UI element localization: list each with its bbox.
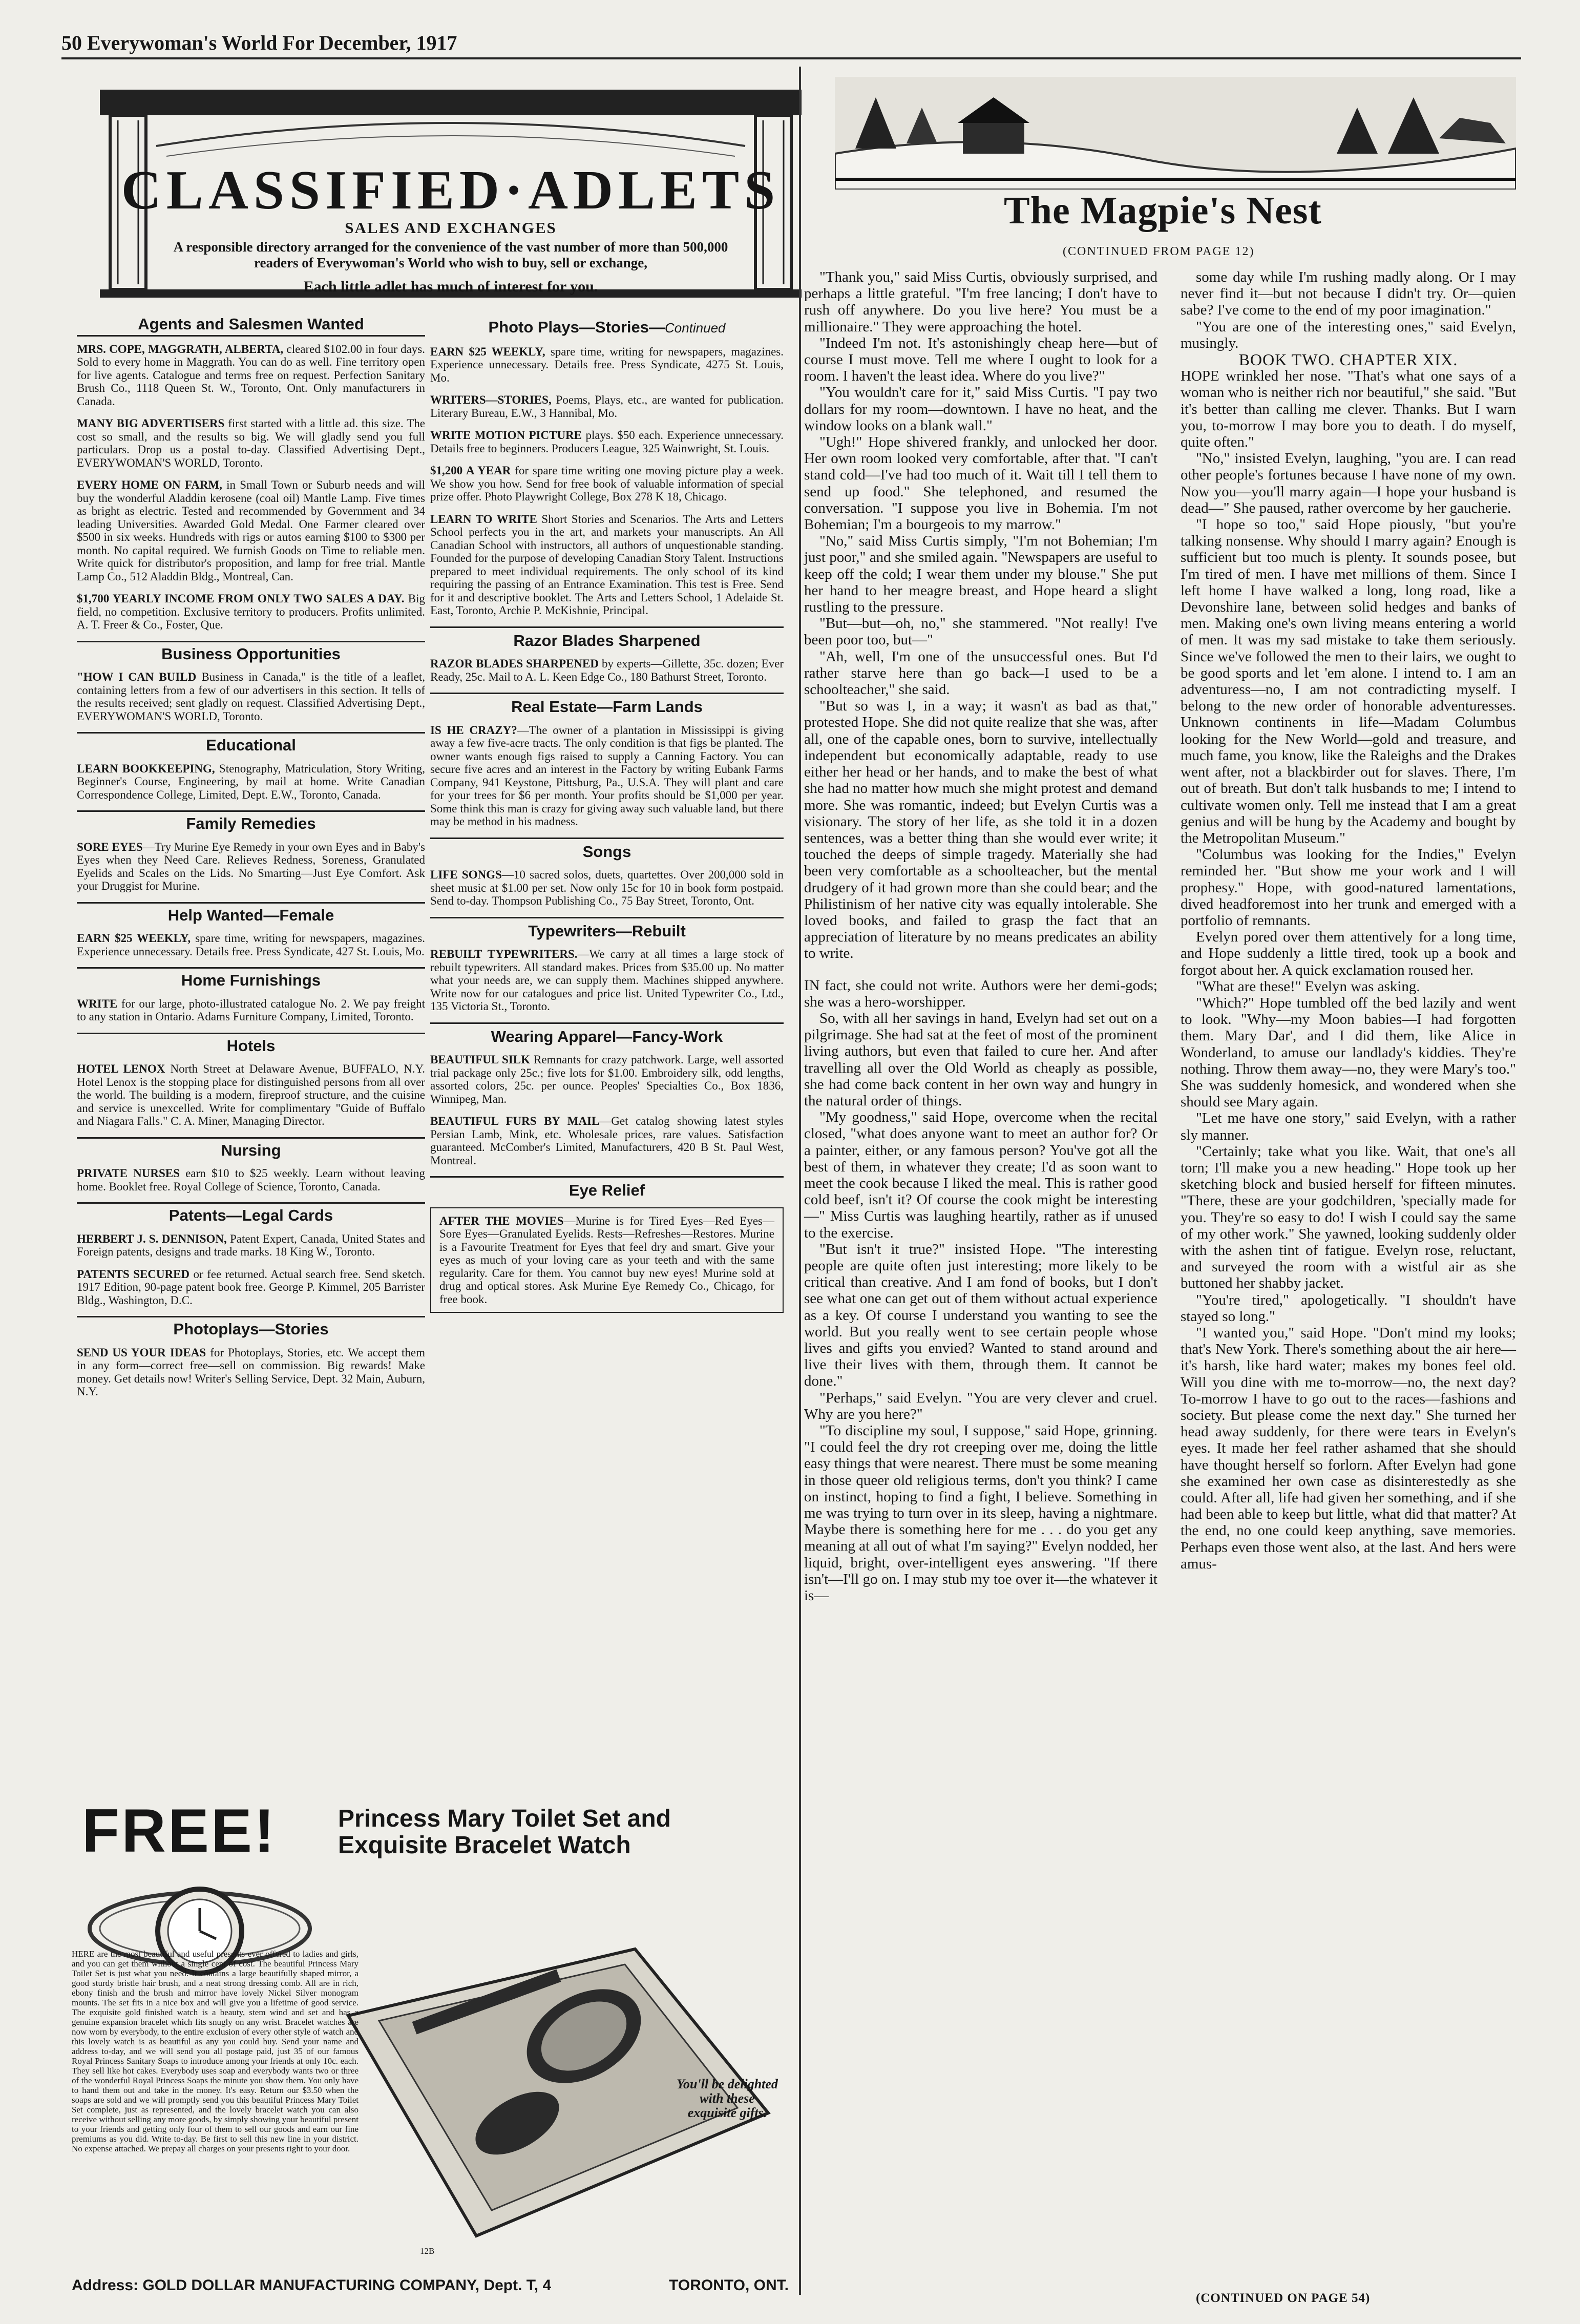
section-heading: Family Remedies [77,810,425,834]
ad-section [77,316,425,632]
story-paragraph: Evelyn pored over them attentively for a long time, and Hope suddenly a little tired, took up a book and forgot about her. A quick exclamation roused her. [1181,929,1516,978]
story-paragraph: "Ugh!" Hope shivered frankly, and unlocked her door. Her own room looked very comfortable, after that. "I can't stand cold—I've had too much of it. Wait till I tell them to send up food." She telephoned, and resumed the conversation. "I suppose you live in Bohemia. I'm not Bohemian; I'm a bourgeois to my marrow." [804,434,1157,533]
story-paragraph: "Certainly; take what you like. Wait, that one's all torn; I'll make you a new heading." Hope took up her sketching block and busied herself for fifteen minutes. "There, these are your godchildren, 'specially made for you. They're so easy to do! I wish I could say the same of my other work." She yawned, looking suddenly older with the ashen tint of fatigue. Evelyn rose, reluctant, and surveyed the room with a wistful air as she buttoned her shabby jacket. [1181,1143,1516,1292]
ads-column-b [430,318,784,1320]
promo-ad [72,1795,789,2297]
ad-item: PATENTS SECURED or fee returned. Actual search free. Send sketch. 1917 Edition, 90-page patent book free. George P. Kimmel, 205 Barrister Bldg., Washington, D.C. [77,1267,425,1307]
promo-subtitle: Princess Mary Toilet Set and Exquisite Bracelet Watch [338,1805,671,1859]
story-paragraph: "I hope so too," said Hope piously, "but you're talking nonsense. Why should I marry again? Enough is sufficient but too much is plenty. It sounds posee, but I'm tired of men. I have met millions of them. Since I left home I have walked a long, long road, like a Devonshire lane, between solid hedges and banks of men. Making one's own living means entering a world of men. It was my sad mistake to take them seriously. Since we've followed the men to their lairs, we ought to be good sports and let 'em alone. I intend to. I am an adventuress—no, I am not contradicting myself. I belong to the new order of honorable adventuresses. Unknown continents in life—Madam Columbus looking for the New World—gold and treasure, and much fame, you know, like the Raleighs and the Drakes went after, not a blackbirder out for slaves. There, I'm out of breath. But don't talk husbands to me; I intend to cultivate women only. Tell me instead that I am a great genius and will be hung by the Academy and bought by the Metropolitan Museum." [1181,516,1516,846]
ad-section [430,838,784,908]
story-paragraph: "No," said Miss Curtis simply, "I'm not Bohemian; I'm just poor," and she smiled again. "Newspapers are useful to keep off the cold; I wear them under my blouse." She put her hand to her meagre breast, and Hope heard a slight rustling to the pressure. [804,533,1157,616]
promo-code: 12B [420,2246,435,2256]
ad-item: LEARN TO WRITE Short Stories and Scenarios. The Arts and Letters School perfects you in the art, and markets your manuscripts. An All Canadian School with instructors, all authors of unquestionable standing. Founded for the purpose of developing Canadian Story Talent. Instructions prepared to meet individual requirements. The only school of its kind requiring the passing of an Entrance Examination. This test is Free. Send for it and descriptive booklet. The Arts and Letters School, 1 Adelaide St. East, Toronto, Archie P. McKishnie, Principal. [430,512,784,617]
ad-item: WRITE for our large, photo-illustrated catalogue No. 2. We pay freight to any station in Ontario. Adams Furniture Company, Limited, Toronto. [77,997,425,1023]
story-paragraph: "But—but—oh, no," she stammered. "Not really! I've been poor too, but—" [804,615,1157,648]
ad-section [77,1202,425,1307]
header-rule [61,57,1521,59]
story-title: The Magpie's Nest [1004,189,1322,232]
story-column-a [804,269,1157,1604]
story-paragraph: "Which?" Hope tumbled off the bed lazily and went to look. "Why—my Moon babies—I had forgotten them. Mary Dar', and I did them, like Alice in Wonderland, to amuse our landlady's kiddies. They're nothing. Throw them away—no, they were Mary's too." She was suddenly homesick, and wondered when she should see Mary again. [1181,994,1516,1111]
banner-title: CLASSIFIED·ADLETS [121,160,781,221]
ad-section [77,1316,425,1398]
section-heading: Photo Plays—Stories—Continued [488,318,726,336]
ad-item: RAZOR BLADES SHARPENED by experts—Gillette, 35c. dozen; Ever Ready, 25c. Mail to A. L. Keen Edge Co., 180 Bathurst Street, Toronto. [430,657,784,683]
section-heading: Hotels [77,1033,425,1057]
ad-item: HERBERT J. S. DENNISON, Patent Expert, Canada, United States and Foreign patents, designs and trade marks. 18 King W., Toronto. [77,1232,425,1258]
promo-footer [72,2277,789,2294]
ad-item: IS HE CRAZY?—The owner of a plantation in Mississippi is giving away a few five-acre tracts. The only condition is that figs be planted. The owner wants enough figs raised to supply a Canning Factory. You can secure five acres and an interest in the Factory by writing Eubank Farms Company, 941 Keystone, Pittsburg, Pa., U.S.A. They will plant and care for your trees for $6 per month. Your profits should be $1,000 per year. Some think this man is crazy for giving away such valuable land, but there may be method in his madness. [430,723,784,828]
ad-item: BEAUTIFUL FURS BY MAIL—Get catalog showing latest styles Persian Lamb, Mink, etc. Wholesale prices, rare values. Satisfaction guaranteed. McComber's Limited, Manufacturers, 420 B St. Paul West, Montreal. [430,1115,784,1167]
story-paragraph: "Ah, well, I'm one of the unsuccessful ones. But I'd rather starve here than go back—I used to be a schoolteacher," she said. [804,648,1157,698]
ad-item: MANY BIG ADVERTISERS first started with a little ad. this size. The cost so small, and the results so big. We will gladly send you full particulars. Drop us a postal to-day. Classified Advertising Dept., EVERYWOMAN'S WORLD, Toronto. [77,417,425,469]
ad-section [430,1176,784,1313]
story-paragraph: "You're tired," apologetically. "I shouldn't have stayed so long." [1181,1291,1516,1325]
section-heading: Photoplays—Stories [77,1316,425,1340]
ad-item: $1,700 YEARLY INCOME FROM ONLY TWO SALES A DAY. Big field, no competition. Exclusive territory to producers. Profits unlimited. A. T. Freer & Co., Foster, Que. [77,592,425,631]
ads-column-a [77,312,425,1408]
promo-delighted-caption: You'll be delighted with these exquisite gifts. [677,2077,778,2120]
chapter-heading: BOOK TWO. CHAPTER XIX. [1238,350,1458,369]
ad-item: EARN $25 WEEKLY, spare time, writing for newspapers, magazines. Experience unnecessary. Details free. Press Syndicate, 4275 St. Louis, Mo. [430,345,784,384]
winter-scene-illustration [835,77,1516,190]
section-heading: Educational [77,732,425,756]
section-heading: Business Opportunities [77,641,425,665]
story-paragraph: "Columbus was looking for the Indies," Evelyn reminded her. "But show me your work and I will prophesy." Hope, with good-natured lamentations, dived headforemost into her trunk and emerged with a portfolio of remnants. [1181,846,1516,929]
ad-section [430,318,784,617]
story-paragraph: "Perhaps," said Evelyn. "You are very clever and cruel. Why are you here?" [804,1389,1157,1422]
section-heading: Wearing Apparel—Fancy-Work [430,1022,784,1048]
ad-item: SEND US YOUR IDEAS for Photoplays, Stories, etc. We accept them in any form—correct free—sell on commission. Big rewards! Make money. Get details now! Writer's Selling Service, Dept. 32 Main, Auburn, N.Y. [77,1346,426,1398]
promo-address: Address: GOLD DOLLAR MANUFACTURING COMPANY, Dept. T, 4 [72,2277,552,2294]
banner-description: A responsible directory arranged for the convenience of the vast number of more than 500,000 readers of Everywoman's World who wish to buy, sell or exchange, [173,239,728,270]
story-paragraph: "My goodness," said Hope, overcome when the recital closed, "what does anyone want to meet an author for? Or a painter, either, or any famous person? You've got all the best of them, in whatever they create; I'd as soon want to meet the cook because I liked the meal. This is rather good cold beef, isn't it? Of course the cook might be interesting—" Miss Curtis was laughing heartily, rather as if unused to the exercise. [804,1109,1157,1241]
story-paragraph: HOPE wrinkled her nose. "That's what one says of a woman who is neither rich nor beautiful," she said. "But it's better than calling me clever. Thanks. But I warn you, to-morrow I may bore you to death. I do myself, quite often." [1181,368,1516,451]
ad-item: LIFE SONGS—10 sacred solos, duets, quartettes. Over 200,000 sold in sheet music at $1.00 per set. Now only 15c for 10 in book form postpaid. Send to-day. Thompson Publishing Co., 75 Bay Street, Toronto, Ont. [430,868,784,907]
ad-section [430,693,784,828]
ad-item: BEAUTIFUL SILK Remnants for crazy patchwork. Large, well assorted trial package only 25c.; five lots for $1.00. Embroidery silk, odd lengths, assorted colors, 25c. per ounce. Peoples' Specialties Co., Box 1836, Winnipeg, Man. [430,1053,784,1105]
column-divider [799,67,801,2295]
ad-section [77,902,425,958]
story-paragraph: "What are these!" Evelyn was asking. [1196,978,1420,995]
story-paragraph: "Thank you," said Miss Curtis, obviously surprised, and perhaps a little grateful. "I'm free lancing; I don't have to rush off anywhere. Do you live here? You must be a millionaire." They were approaching the hotel. [804,269,1157,335]
story-paragraph: "You wouldn't care for it," said Miss Curtis. "I pay two dollars for my room—downtown. I have no heat, and the window looks on a blank wall." [804,384,1157,434]
story-paragraph: So, with all her savings in hand, Evelyn had set out on a pilgrimage. She had sat at the feet of most of the prominent living authors, but even that failed to cure her. And after travelling all over the Old World as cheaply as possible, she had come back content in her own way and hungry in the natural order of things. [804,1010,1157,1109]
ad-item: PRIVATE NURSES earn $10 to $25 weekly. Learn without leaving home. Booklet free. Royal College of Science, Toronto, Canada. [77,1167,425,1193]
ad-section [430,917,784,1013]
story-continued-from: (CONTINUED FROM PAGE 12) [1063,245,1255,258]
story-column-b [1181,269,1516,1572]
ad-item: EARN $25 WEEKLY, spare time, writing for newspapers, magazines. Experience unnecessary. Details free. Press Syndicate, 427 St. Louis, Mo. [77,932,425,958]
section-heading: Eye Relief [430,1176,784,1201]
section-heading: Help Wanted—Female [77,902,425,926]
ad-section [77,732,425,801]
eye-relief-box: AFTER THE MOVIES—Murine is for Tired Eyes—Red Eyes—Sore Eyes—Granulated Eyelids. Rests—Refreshes—Restores. Murine is a Favourite Treatment for Eyes that feel dry and smart. Give your eyes as much of your loving care as your teeth and with the same regularity. Care for them. You cannot buy new eyes! Murine sold at drug and optical stores. Ask Murine Eye Remedy Co., Chicago, for free book. [430,1207,784,1313]
promo-free-title: FREE! [82,1796,277,1865]
ad-section [430,626,784,684]
classified-banner [95,79,807,305]
story-paragraph: "You are one of the interesting ones," said Evelyn, musingly. [1181,318,1516,351]
ad-item: $1,200 A YEAR for spare time writing one moving picture play a week. We show you how. Send for free book of valuable information of special prize offer. Photo Playwright College, Box 278 K 18, Chicago. [430,464,784,503]
section-heading: Home Furnishings [77,967,425,991]
story-continued-on: (CONTINUED ON PAGE 54) [1196,2291,1371,2305]
banner-tagline: Each little adlet has much of interest for you. [303,278,598,295]
section-heading: Patents—Legal Cards [77,1202,425,1226]
ad-item: "HOW I CAN BUILD Business in Canada," is the title of a leaflet, containing letters from a few of our advertisers in this section. It tells of the results received; sent gladly on request. Classified Advertising Dept., EVERYWOMAN'S WORLD, Toronto. [77,671,425,723]
section-heading: Real Estate—Farm Lands [430,693,784,718]
promo-body-text: HERE are the most beautiful and useful presents ever offered to ladies and girls, and you can get them without a single cent of cost. The beautiful Princess Mary Toilet Set is just what you need. It contains a large beautifully shaped mirror, a good sturdy bristle hair brush, and a neat strong dressing comb. All are in rich, ebony finish and the brush and mirror have lovely Nickel Silver monogram mounts. The set fits in a nice box and will give you a lifetime of good service. The exquisite gold finished watch is a beauty, stem wind and set and has a genuine expansion bracelet which fits snugly on any wrist. Bracelet watches are now worn by everybody, to the entire exclusion of every other style of watch and this lovely watch is as beautiful as any you could buy. Send your name and address to-day, and we will send you all postage paid, just 35 of our famous Royal Princess Sanitary Soaps to introduce among your friends at only 10c. each. They sell like hot cakes. Everybody uses soap and everybody wants two or three of the wonderful Royal Princess Soaps the minute you show them. You only have to hand them out and take in the money. It's easy. Return our $3.50 when the soaps are sold and we will promptly send you this beautiful Princess Mary Toilet Set complete, just as represented, and the lovely bracelet watch you can also receive without selling any more goods, by simply showing your beautiful present to your friends and getting only four of them to sell our goods and earn our fine premiums as you did. Write to-day. Be first to sell this new line in your district. No expense attached. We prepay all charges on your presents right to your door. [72,1949,359,2153]
section-heading: Razor Blades Sharpened [430,626,784,652]
ad-section [430,1022,784,1167]
section-heading: Songs [430,838,784,863]
story-paragraph: "I wanted you," said Hope. "Don't mind my looks; that's New York. There's something about the air here—it's harsh, like hard water; makes my bones feel old. Will you dine with me to-morrow—no, the next day? To-morrow I have to go out to the races—fashions and society. But please come the next day." She turned her head away suddenly, for there were tears in Evelyn's eyes. It made her feel rather ashamed that she should have thought herself so forlorn. After Evelyn had gone she examined her own case as disinterestedly as she could. After all, life had given her something, and if she had been able to keep but little, what did that matter? At the end, no one could keep anything, save memories. Perhaps even those went also, at the last. And hers were amus- [1181,1325,1516,1572]
ad-section [77,810,425,893]
ad-item: SORE EYES—Try Murine Eye Remedy in your own Eyes and in Baby's Eyes when they Need Care. Relieves Redness, Soreness, Granulated Eyelids and Scales on the Lids. No Smarting—Just Eye Comfort. Ask your Druggist for Murine. [77,840,425,892]
ad-section [77,1137,425,1194]
section-heading: Agents and Salesmen Wanted [77,316,425,337]
story-paragraph: "But so was I, in a way; it wasn't as bad as that," protested Hope. She did not quite realize that she was, after all, one of the capable ones, born to survive, intellectually independent but economically adaptable, ready to use either her head or her hands, and to make the best of what she had no matter how much she might protest and demand more. She was romantic, indeed; but Evelyn Curtis was a visionary. The story of her life, as she told it in a dozen sentences, was a better thing than she would ever write; it touched the deeps of simple tragedy. Materially she had been very comfortable as a schoolteacher, but the mental drudgery of it had grown more than she could bear; and the Philistinism of her native city was equally intolerable. She loved books, and failed to grasp the fact that an appreciation of literature by no means predicates an ability to write. [804,698,1157,962]
banner-subtitle: SALES AND EXCHANGES [345,219,557,237]
ad-item: LEARN BOOKKEEPING, Stenography, Matriculation, Story Writing, Beginner's Course, Engineering, by mail at home. Write Canadian Correspondence College, Limited, Dept. E.W., Toronto, Canada. [77,762,425,801]
story-paragraph: "No," insisted Evelyn, laughing, "you are. I can read other people's fortunes because I have none of my own. Now you—you'll marry again—I hope your husband is dead—" She paused, rather overcome by her gaucherie. [1181,450,1516,516]
ad-section [77,1033,425,1128]
promo-destination: TORONTO, ONT. [669,2277,789,2294]
ad-item: HOTEL LENOX North Street at Delaware Avenue, BUFFALO, N.Y. Hotel Lenox is the stopping place for distinguished persons from all over the world. The building is a modern, fireproof structure, and the cuisine and service is unexcelled. Write for complimentary "Guide of Buffalo and Niagara Falls." C. A. Miner, Managing Director. [77,1062,425,1127]
story-paragraph: "To discipline my soul, I suppose," said Hope, grinning. "I could feel the dry rot creeping over me, doing the little easy things that were nearest. There must be some meaning in those queer old religious terms, don't you think? I came on instinct, hoping to find a fight, I believe. Something in me was trying to turn over in its sleep, having a nightmare. Maybe there is something here for me . . . do you get any meaning at all out of what I'm saying?" Evelyn nodded, her liquid, bright, over-intelligent eyes answering. "If there isn't—I'll go on. I may stub my toe over it—the whatever it is— [804,1422,1157,1604]
story-paragraph: some day while I'm rushing madly along. Or I may never find it—but not because I didn't try. Or—quien sabe? I've come to the end of my poor imagination." [1181,269,1516,319]
story-paragraph: IN fact, she could not write. Authors were her demi-gods; she was a hero-worshipper. [804,977,1157,1010]
story-paragraph: "But isn't it true?" insisted Hope. "The interesting people are quite often just interesting; more likely to be critical than creative. And I am fond of books, but I don't see what one can get out of them without actual experience as a key. Of course I understand you wanting to see the world. But you really went to see certain people whose lives and gifts you envied? Wanted to stand around and live their lives with them, through them. It cannot be done." [804,1241,1157,1390]
ad-item: WRITE MOTION PICTURE plays. $50 each. Experience unnecessary. Details free to beginners. Producers League, 325 Wainwright, St. Louis. [430,429,784,455]
page-header: 50 Everywoman's World For December, 1917 [61,31,457,54]
ad-item: EVERY HOME ON FARM, in Small Town or Suburb needs and will buy the wonderful Aladdin kerosene (coal oil) Mantle Lamp. Five times as bright as electric. Tested and recommended by Government and 34 leading Universities. Awarded Gold Medal. One Farmer cleared over $500 in six weeks. Hundreds with rigs or autos earning $100 to $300 per month. No capital required. We furnish Goods on Time to reliable men. Write quick for distributor's proposition, and lamp for free trial. Mantle Lamp Co., 512 Aladdin Bldg., Montreal, Can. [77,478,426,583]
ad-item: MRS. COPE, MAGGRATH, ALBERTA, cleared $102.00 in four days. Sold to every home in Maggrath. You can do as well. Fine territory open for live agents. Catalogue and terms free on request. Perfection Sanitary Brush Co., 1118 Queen St. W., Toronto, Ont. Only manufacturers in Canada. [77,342,425,408]
story-paragraph: "Indeed I'm not. It's astonishingly cheap here—but of course I must move. Tell me where I ought to look for a room. I haven't the least idea. Where do you live?" [804,334,1157,385]
ad-section [77,641,425,723]
ad-item: WRITERS—STORIES, Poems, Plays, etc., are wanted for publication. Literary Bureau, E.W., 3 Hannibal, Mo. [430,393,784,420]
story-paragraph: "Let me have one story," said Evelyn, with a rather sly manner. [1181,1110,1516,1143]
section-heading: Typewriters—Rebuilt [430,917,784,942]
ad-section [77,967,425,1023]
section-heading: Nursing [77,1137,425,1161]
ad-item: REBUILT TYPEWRITERS.—We carry at all times a large stock of rebuilt typewriters. All standard makes. Prices from $35.00 up. No matter what your needs are, we can supply them. Machines shipped anywhere. Write now for our catalogues and price list. United Typewriter Co., Ltd., 135 Victoria St., Toronto. [430,948,784,1013]
